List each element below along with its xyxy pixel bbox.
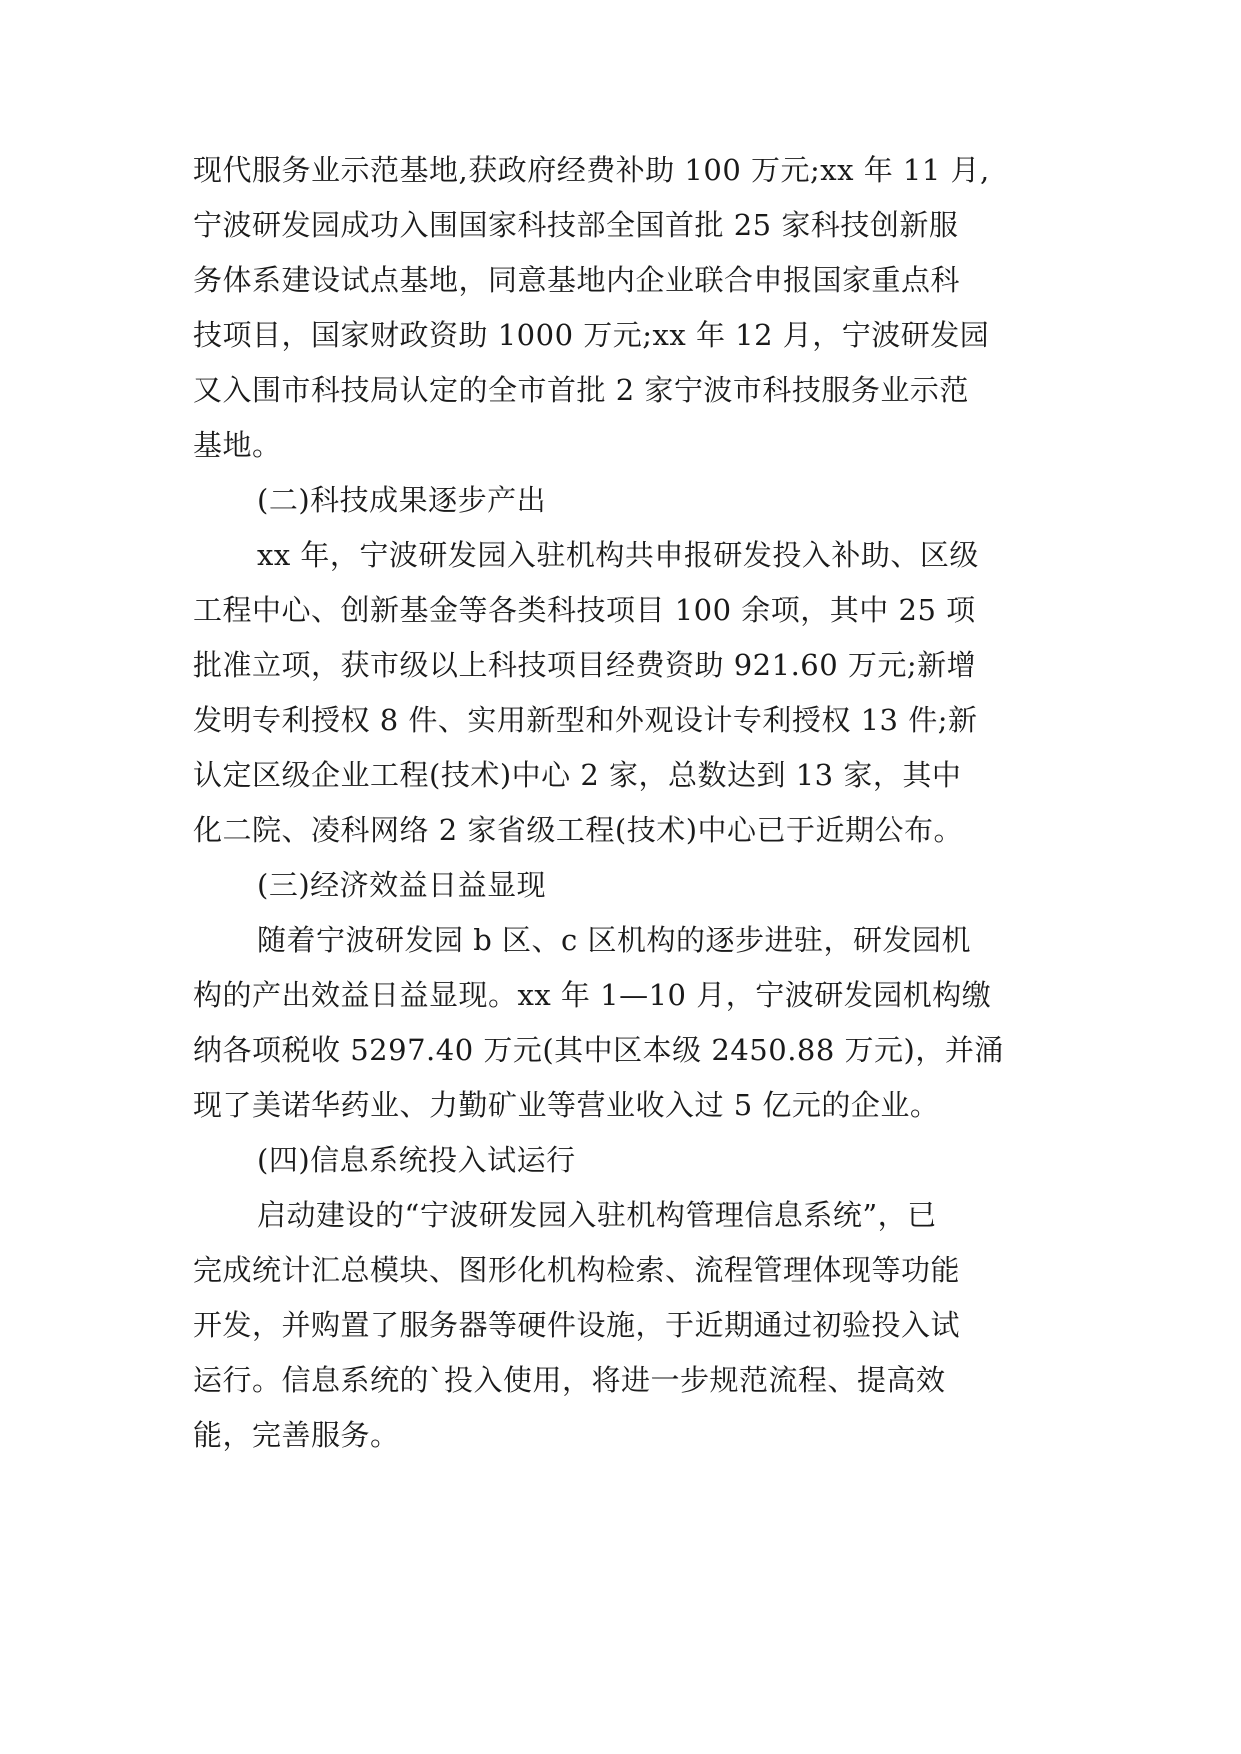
text-line: 务体系建设试点基地，同意基地内企业联合申报国家重点科 — [193, 263, 961, 297]
section-heading: (四)信息系统投入试运行 — [257, 1143, 576, 1177]
text-line: 批准立项，获市级以上科技项目经费资助 921.60 万元;新增 — [193, 648, 977, 682]
text-line: 纳各项税收 5297.40 万元(其中区本级 2450.88 万元)，并涌 — [193, 1033, 1004, 1067]
text-line: 能，完善服务。 — [193, 1418, 400, 1452]
text-line: 发明专利授权 8 件、实用新型和外观设计专利授权 13 件;新 — [193, 703, 978, 737]
text-line: 运行。信息系统的`投入使用，将进一步规范流程、提高效 — [193, 1363, 946, 1397]
section-heading: (二)科技成果逐步产出 — [257, 483, 547, 517]
section-heading: (三)经济效益日益显现 — [257, 868, 547, 902]
text-line: 基地。 — [193, 428, 282, 462]
paragraph-first-line: 启动建设的“宁波研发园入驻机构管理信息系统”，已 — [257, 1198, 937, 1232]
text-line: 认定区级企业工程(技术)中心 2 家，总数达到 13 家，其中 — [193, 758, 962, 792]
text-line: 技项目，国家财政资助 1000 万元;xx 年 12 月，宁波研发园 — [193, 318, 990, 352]
text-line: 构的产出效益日益显现。xx 年 1—10 月，宁波研发园机构缴 — [193, 978, 992, 1012]
text-line: 完成统计汇总模块、图形化机构检索、流程管理体现等功能 — [193, 1253, 961, 1287]
text-line: 现了美诺华药业、力勤矿业等营业收入过 5 亿元的企业。 — [193, 1088, 940, 1122]
text-line: 工程中心、创新基金等各类科技项目 100 余项，其中 25 项 — [193, 593, 976, 627]
text-line: 开发，并购置了服务器等硬件设施，于近期通过初验投入试 — [193, 1308, 961, 1342]
paragraph-first-line: 随着宁波研发园 b 区、c 区机构的逐步进驻，研发园机 — [257, 923, 971, 957]
text-line: 化二院、凌科网络 2 家省级工程(技术)中心已于近期公布。 — [193, 813, 964, 847]
text-line: 现代服务业示范基地,获政府经费补助 100 万元;xx 年 11 月, — [193, 153, 990, 187]
text-line: 又入围市科技局认定的全市首批 2 家宁波市科技服务业示范 — [193, 373, 969, 407]
paragraph-first-line: xx 年，宁波研发园入驻机构共申报研发投入补助、区级 — [257, 538, 979, 572]
text-line: 宁波研发园成功入围国家科技部全国首批 25 家科技创新服 — [193, 208, 959, 242]
